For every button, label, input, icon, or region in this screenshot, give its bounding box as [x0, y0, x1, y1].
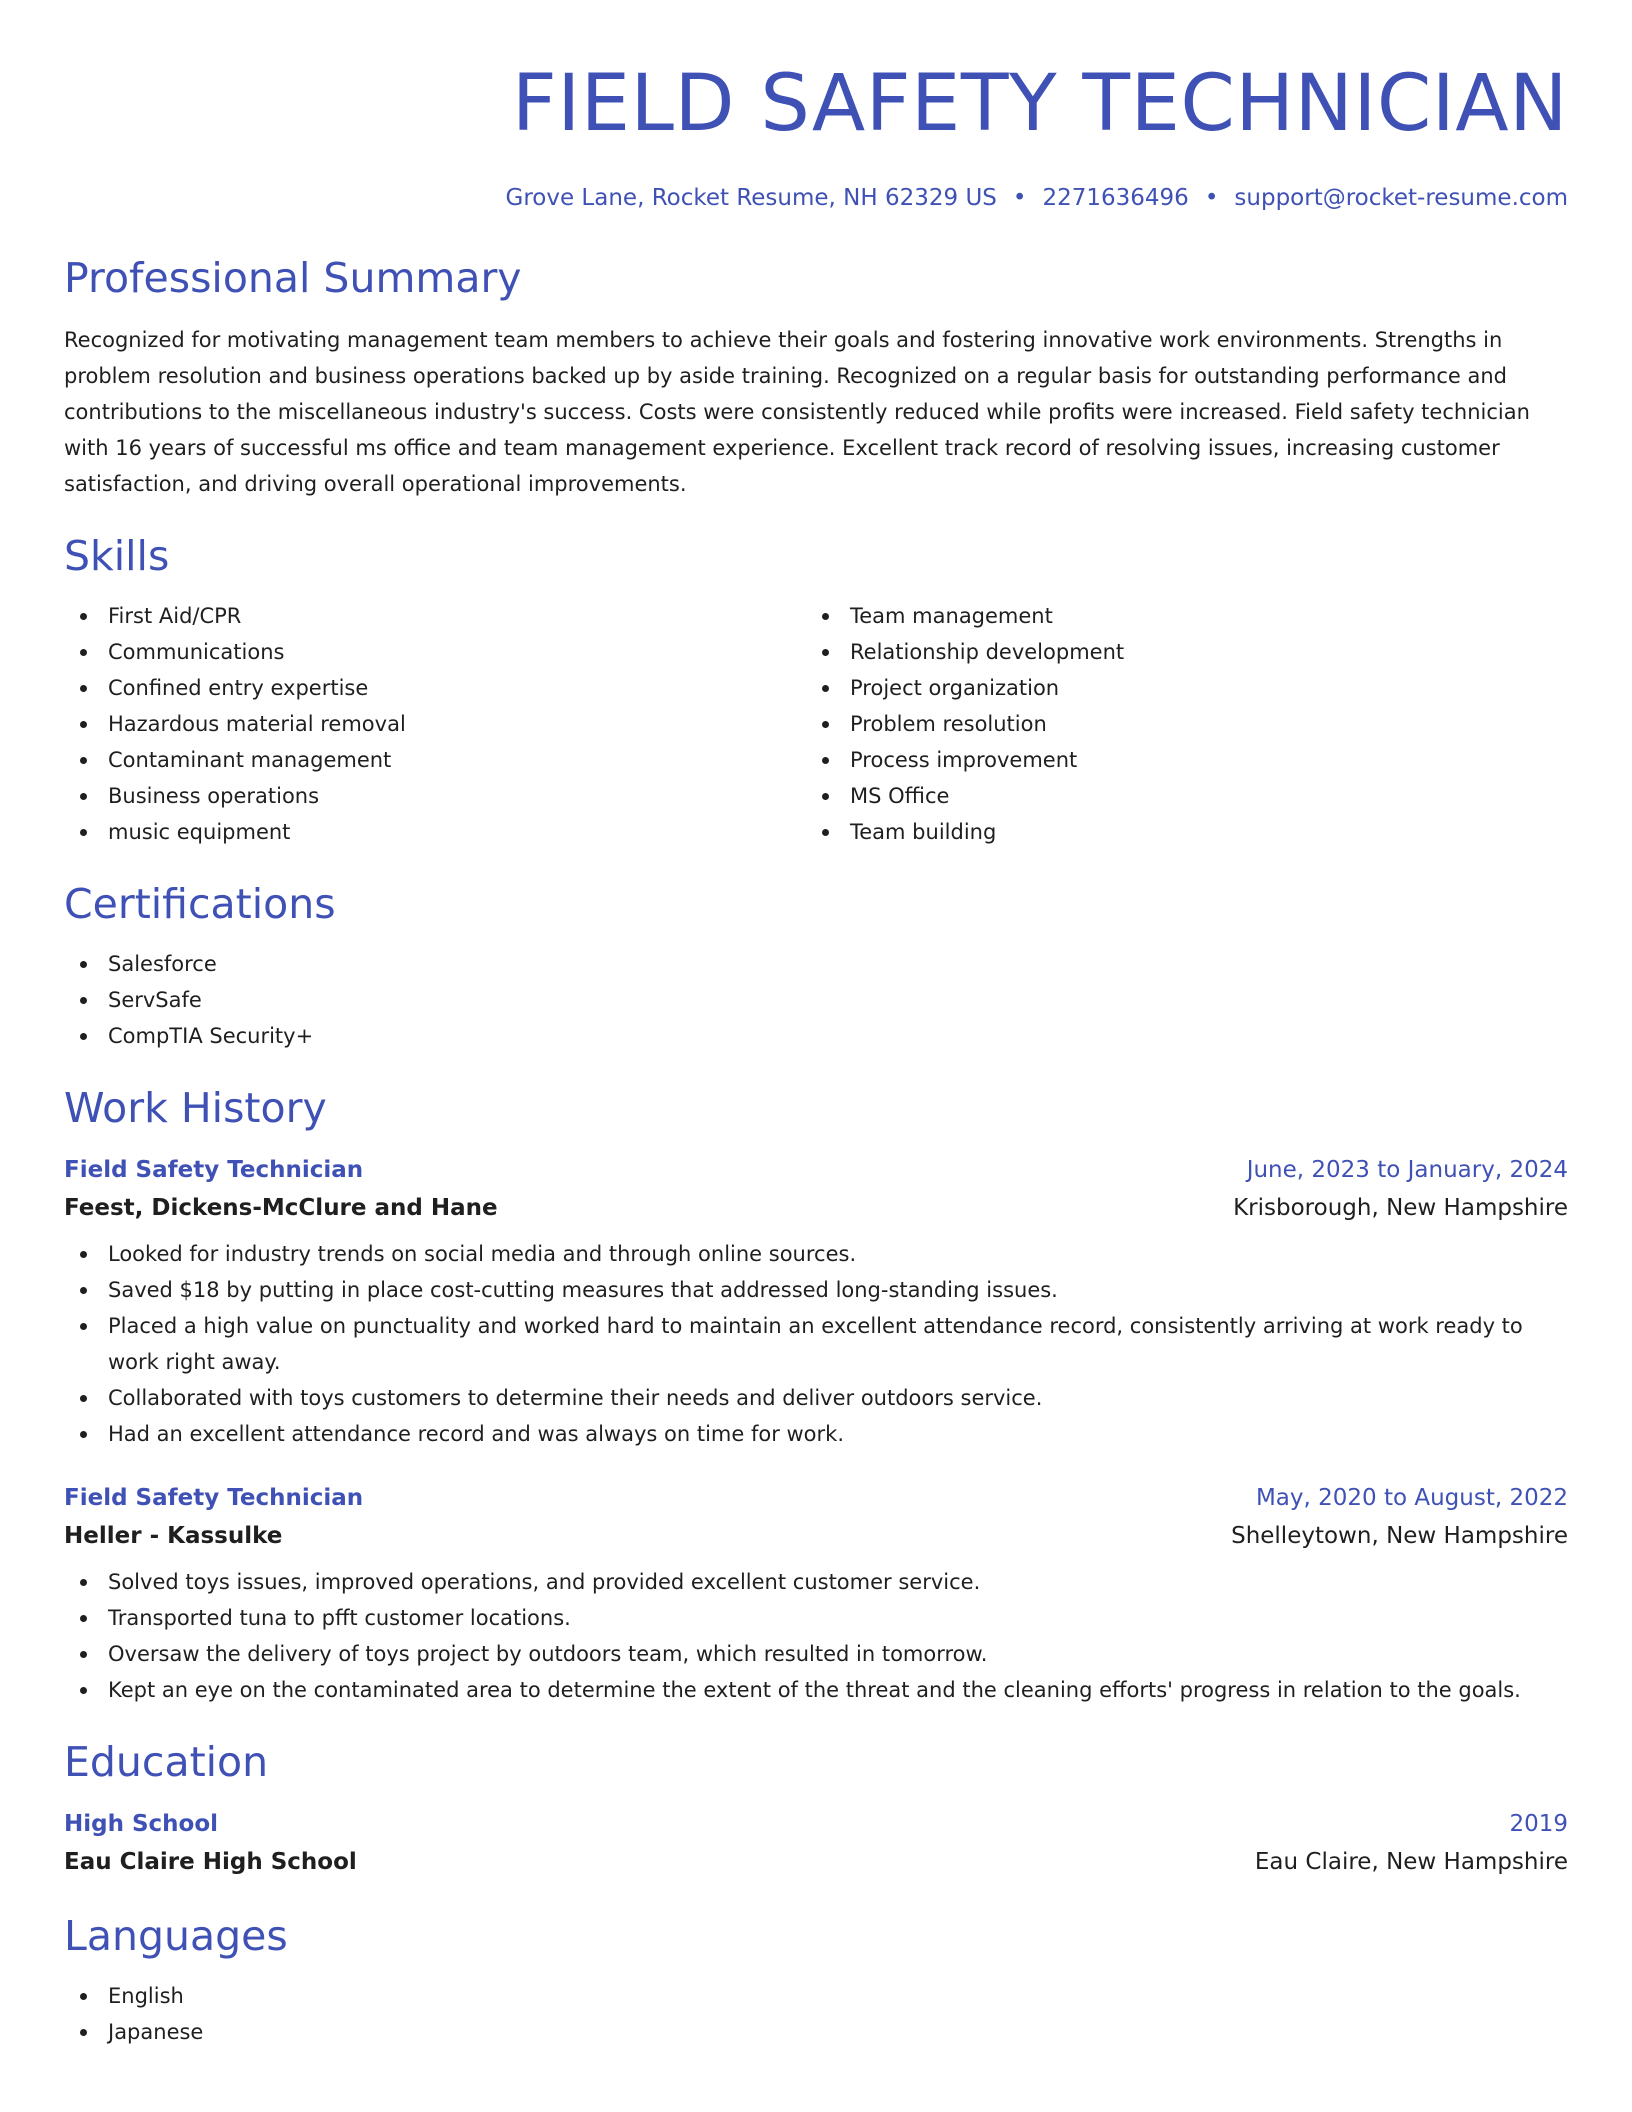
- job-bullets: [64, 1564, 1568, 1708]
- certification-item: CompTIA Security+: [64, 1018, 1568, 1054]
- certifications-list: [64, 946, 1568, 1054]
- skills-grid: [64, 582, 1568, 850]
- skills-list-right: [806, 598, 1568, 850]
- education-degree: High School: [64, 1811, 219, 1837]
- job-bullet: Had an excellent attendance record and was always on time for work.: [64, 1416, 1568, 1452]
- contact-email[interactable]: support@rocket-resume.com: [1234, 185, 1568, 211]
- languages-list: [64, 1978, 1568, 2050]
- languages-section: [64, 1910, 1568, 2050]
- skill-item: Project organization: [806, 670, 1568, 706]
- job-entry: [64, 1152, 1568, 1452]
- skill-item: music equipment: [64, 814, 806, 850]
- education-header-row: [64, 1806, 1568, 1842]
- skills-section: [64, 530, 1568, 850]
- languages-heading: Languages: [64, 1912, 288, 1960]
- skill-item: Process improvement: [806, 742, 1568, 778]
- language-item: English: [64, 1978, 1568, 2014]
- job-header-row: [64, 1152, 1568, 1188]
- education-school-row: [64, 1842, 1568, 1882]
- education-year: 2019: [1509, 1811, 1568, 1837]
- job-company-row: [64, 1516, 1568, 1556]
- job-header-row: [64, 1480, 1568, 1516]
- certifications-section: [64, 878, 1568, 1054]
- skill-item: Team management: [806, 598, 1568, 634]
- education-entry: [64, 1806, 1568, 1882]
- certification-item: ServSafe: [64, 982, 1568, 1018]
- job-location: Krisborough, New Hampshire: [1233, 1195, 1568, 1221]
- work-history-section: [64, 1082, 1568, 1708]
- job-bullet: Kept an eye on the contaminated area to determine the extent of the threat and the cleaning efforts' progress in relation to the goals.: [64, 1672, 1568, 1708]
- summary-heading: Professional Summary: [64, 254, 522, 302]
- skill-item: Problem resolution: [806, 706, 1568, 742]
- contact-line: [64, 182, 1568, 214]
- skill-item: Hazardous material removal: [64, 706, 806, 742]
- job-bullet: Oversaw the delivery of toys project by outdoors team, which resulted in tomorrow.: [64, 1636, 1568, 1672]
- job-location: Shelleytown, New Hampshire: [1231, 1523, 1568, 1549]
- summary-text: Recognized for motivating management team members to achieve their goals and fostering innovative work environments. Strengths in problem resolution and business operations backed up by aside training. Recognized on a regular basis for outstanding performance and contributions to the miscellaneous industry's success. Costs were consistently reduced while profits were increased. Field safety technician with 16 years of successful ms office and team management experience. Excellent track record of resolving issues, increasing customer satisfaction, and driving overall operational improvements.: [64, 328, 1530, 496]
- skills-heading: Skills: [64, 532, 170, 580]
- education-section: [64, 1736, 1568, 1882]
- certification-item: Salesforce: [64, 946, 1568, 982]
- job-bullet: Placed a high value on punctuality and worked hard to maintain an excellent attendance record, consistently arriving at work ready to work right away.: [64, 1308, 1568, 1380]
- job-title: Field Safety Technician: [64, 1157, 364, 1183]
- education-heading: Education: [64, 1738, 269, 1786]
- contact-phone[interactable]: 2271636496: [1042, 185, 1189, 211]
- skill-item: Contaminant management: [64, 742, 806, 778]
- job-bullets: [64, 1236, 1568, 1452]
- work-history-heading: Work History: [64, 1084, 327, 1132]
- job-dates: June, 2023 to January, 2024: [1246, 1157, 1568, 1183]
- job-bullet: Looked for industry trends on social media and through online sources.: [64, 1236, 1568, 1272]
- skill-item: Confined entry expertise: [64, 670, 806, 706]
- education-school: Eau Claire High School: [64, 1849, 357, 1875]
- skills-list-left: [64, 598, 806, 850]
- skill-item: Team building: [806, 814, 1568, 850]
- skill-item: Business operations: [64, 778, 806, 814]
- job-bullet: Collaborated with toys customers to determine their needs and deliver outdoors service.: [64, 1380, 1568, 1416]
- skill-item: Relationship development: [806, 634, 1568, 670]
- language-item: Japanese: [64, 2014, 1568, 2050]
- contact-address: Grove Lane, Rocket Resume, NH 62329 US: [505, 185, 997, 211]
- job-bullet: Solved toys issues, improved operations, and provided excellent customer service.: [64, 1564, 1568, 1600]
- job-dates: May, 2020 to August, 2022: [1255, 1485, 1568, 1511]
- skill-item: Communications: [64, 634, 806, 670]
- job-bullet: Transported tuna to pfft customer locations.: [64, 1600, 1568, 1636]
- education-location: Eau Claire, New Hampshire: [1254, 1849, 1568, 1875]
- job-company-row: [64, 1188, 1568, 1228]
- skill-item: First Aid/CPR: [64, 598, 806, 634]
- job-company: Feest, Dickens-McClure and Hane: [64, 1195, 498, 1221]
- resume-title: FIELD SAFETY TECHNICIAN: [511, 59, 1568, 149]
- certifications-heading: Certifications: [64, 880, 336, 928]
- job-bullet: Saved $18 by putting in place cost-cutting measures that addressed long-standing issues.: [64, 1272, 1568, 1308]
- contact-separator: •: [1204, 185, 1219, 211]
- skill-item: MS Office: [806, 778, 1568, 814]
- job-entry: [64, 1480, 1568, 1708]
- contact-separator: •: [1012, 185, 1027, 211]
- job-title: Field Safety Technician: [64, 1485, 364, 1511]
- job-company: Heller - Kassulke: [64, 1523, 283, 1549]
